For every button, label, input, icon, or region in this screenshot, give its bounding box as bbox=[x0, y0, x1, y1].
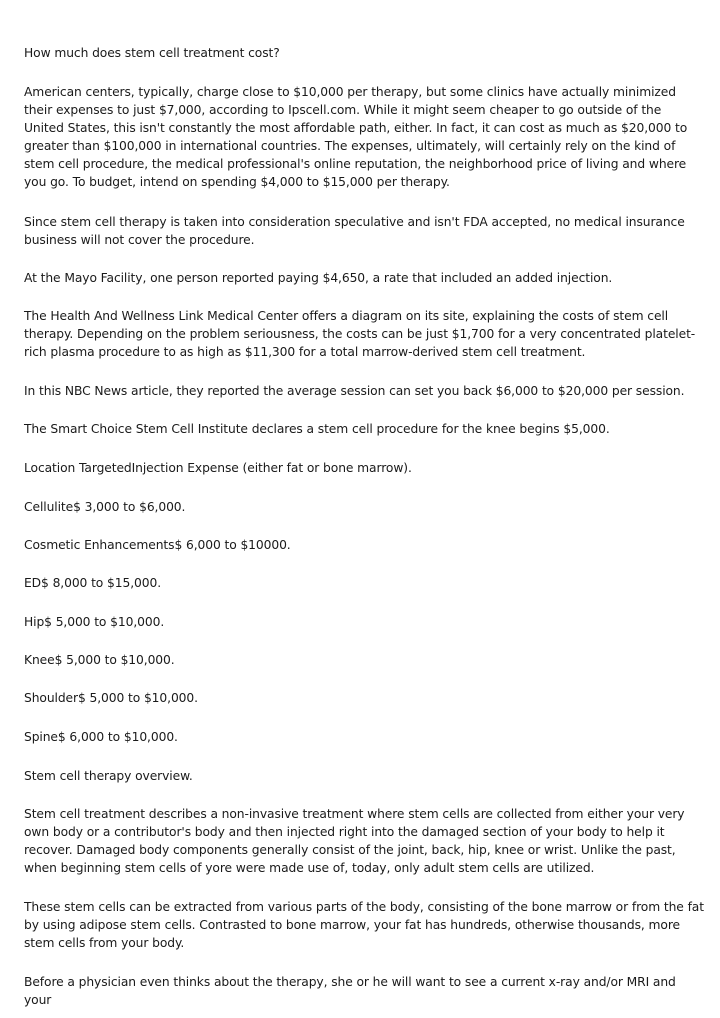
physician-paragraph: Before a physician even thinks about the therapy, she or he will want to see a current x-ray and/or MRI and your bbox=[24, 975, 676, 1007]
price-item-spine: Spine$ 6,000 to $10,000. bbox=[24, 730, 178, 744]
price-item-knee: Knee$ 5,000 to $10,000. bbox=[24, 653, 175, 667]
mayo-paragraph: At the Mayo Facility, one person reported paying $4,650, a rate that included an added injection. bbox=[24, 271, 613, 285]
question-heading: How much does stem cell treatment cost? bbox=[24, 46, 280, 60]
nbc-paragraph: In this NBC News article, they reported the average session can set you back $6,000 to $20,000 per session. bbox=[24, 384, 685, 398]
treatment-description-paragraph: Stem cell treatment describes a non-invasive treatment where stem cells are collected from either your very own body or a contributor's body and then injected right into the damaged section of your body to help it recover. Damaged body components generally consist of the joint, back, hip, knee or wrist. Unlike the past, when beginning stem cells of yore were made use of, today, only adult stem cells are utilized. bbox=[24, 807, 685, 875]
insurance-paragraph: Since stem cell therapy is taken into consideration speculative and isn't FDA accepted, no medical insurance business will not cover the procedure. bbox=[24, 215, 685, 247]
price-item-ed: ED$ 8,000 to $15,000. bbox=[24, 576, 161, 590]
price-item-hip: Hip$ 5,000 to $10,000. bbox=[24, 615, 165, 629]
health-link-paragraph: The Health And Wellness Link Medical Center offers a diagram on its site, explaining the costs of stem cell therapy. Depending on the problem seriousness, the costs can be just $1,700 for a very concentrated platelet-rich plasma procedure to as high as $11,300 for a total marrow-derived stem cell treatment. bbox=[24, 309, 696, 359]
cost-overview-paragraph: American centers, typically, charge close to $10,000 per therapy, but some clinics have actually minimized their expenses to just $7,000, according to Ipscell.com. While it might seem cheaper to go outside of the United States, this isn't constantly the most affordable path, either. In fact, it can cost as much as $20,000 to greater than $100,000 in international countries. The expenses, ultimately, will certainly rely on the kind of stem cell procedure, the medical professional's online reputation, the neighborhood price of living and where you go. To budget, intend on spending $4,000 to $15,000 per therapy. bbox=[24, 85, 688, 189]
price-item-shoulder: Shoulder$ 5,000 to $10,000. bbox=[24, 691, 198, 705]
price-item-cellulite: Cellulite$ 3,000 to $6,000. bbox=[24, 500, 186, 514]
extraction-paragraph: These stem cells can be extracted from various parts of the body, consisting of the bone marrow or from the fat by using adipose stem cells. Contrasted to bone marrow, your fat has hundreds, otherwise thousands, more stem cells from your body. bbox=[24, 900, 704, 950]
price-item-cosmetic: Cosmetic Enhancements$ 6,000 to $10000. bbox=[24, 538, 291, 552]
overview-heading: Stem cell therapy overview. bbox=[24, 769, 193, 783]
smart-choice-paragraph: The Smart Choice Stem Cell Institute declares a stem cell procedure for the knee begins $5,000. bbox=[24, 422, 610, 436]
price-list-header: Location TargetedInjection Expense (either fat or bone marrow). bbox=[24, 461, 412, 475]
